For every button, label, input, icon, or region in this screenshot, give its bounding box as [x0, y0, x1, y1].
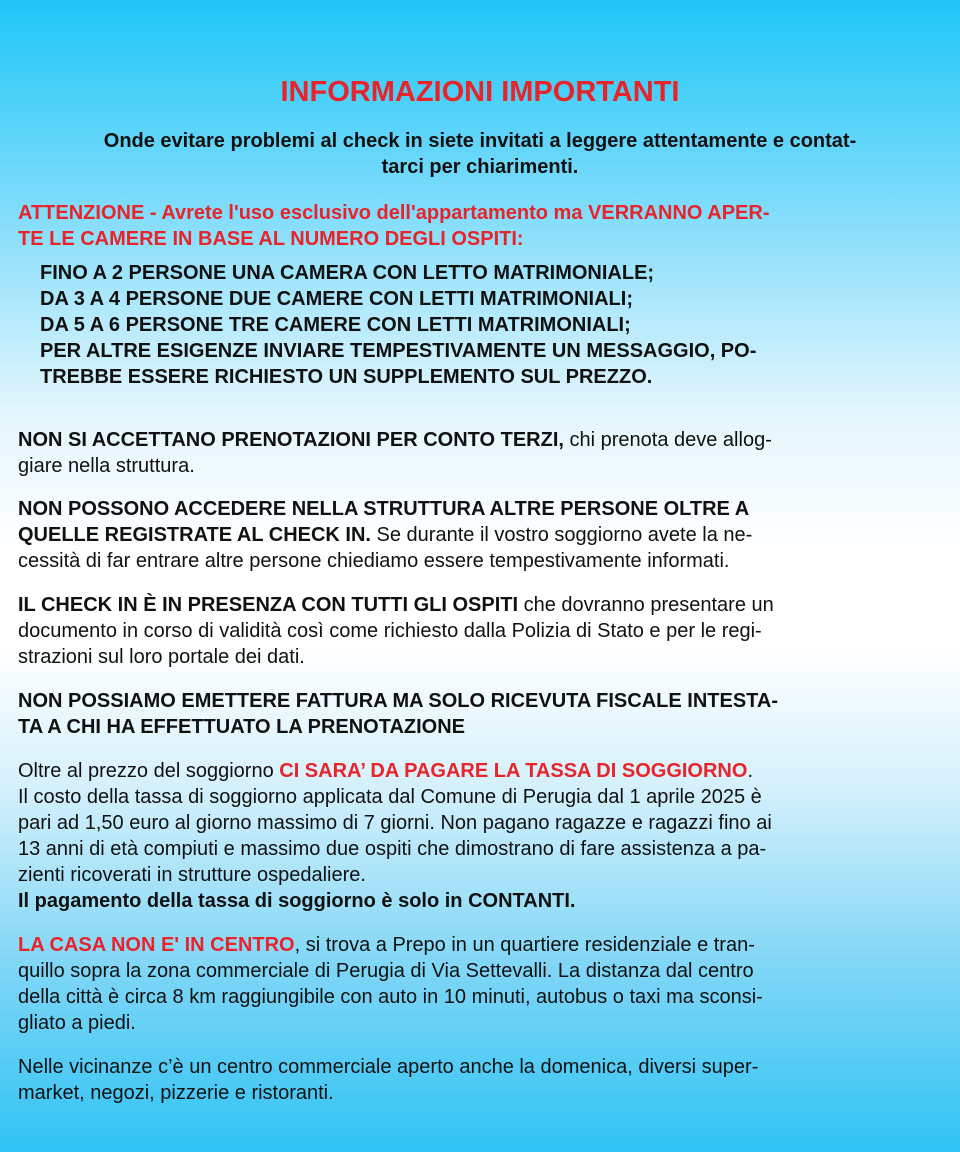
registered-line: cessità di far entrare altre persone chiediamo essere tempestivamente informati.	[18, 550, 730, 572]
rooms-list	[40, 260, 950, 390]
checkin-line: strazioni sul loro portale dei dati.	[18, 646, 305, 668]
third-party-paragraph	[18, 427, 948, 479]
registered-paragraph	[18, 496, 948, 574]
intro-paragraph	[20, 128, 940, 180]
page-title: INFORMAZIONI IMPORTANTI	[280, 76, 680, 108]
checkin-line: documento in corso di validità così come richiesto dalla Polizia di Stato e per le regi-	[18, 620, 762, 642]
location-line: gliato a piedi.	[18, 1012, 136, 1034]
location-line: quillo sopra la zona commerciale di Perugia di Via Settevalli. La distanza dal centro	[18, 960, 754, 982]
registered-bold: QUELLE REGISTRATE AL CHECK IN.	[18, 524, 371, 546]
rooms-item: PER ALTRE ESIGENZE INVIARE TEMPESTIVAMENTE UN MESSAGGIO, PO-	[40, 340, 757, 362]
registered-text: Se durante il vostro soggiorno avete la ne-	[370, 524, 753, 546]
location-line: della città è circa 8 km raggiungibile con auto in 10 minuti, autobus o taxi ma sconsi-	[18, 986, 763, 1008]
nearby-paragraph	[18, 1054, 948, 1106]
rooms-item: TREBBE ESSERE RICHIESTO UN SUPPLEMENTO SUL PREZZO.	[40, 366, 653, 388]
location-text: , si trova a Prepo in un quartiere residenziale e tran-	[294, 934, 755, 956]
attention-paragraph	[18, 200, 948, 252]
attention-line: TE LE CAMERE IN BASE AL NUMERO DEGLI OSPITI:	[18, 228, 524, 250]
tax-text: Oltre al prezzo del soggiorno	[18, 760, 280, 782]
third-party-bold: NON SI ACCETTANO PRENOTAZIONI PER CONTO TERZI,	[18, 429, 564, 451]
third-party-line: giare nella struttura.	[18, 455, 195, 477]
registered-line: NON POSSONO ACCEDERE NELLA STRUTTURA ALTRE PERSONE OLTRE A	[18, 498, 750, 520]
checkin-paragraph	[18, 592, 948, 670]
invoice-paragraph	[18, 688, 948, 740]
location-highlight: LA CASA NON E' IN CENTRO	[18, 934, 295, 956]
intro-line: Onde evitare problemi al check in siete invitati a leggere attentamente e contat-	[103, 130, 857, 152]
tax-line: 13 anni di età compiuti e massimo due ospiti che dimostrano di fare assistenza a pa-	[18, 838, 767, 860]
nearby-line: market, negozi, pizzerie e ristoranti.	[18, 1082, 334, 1104]
tax-line: zienti ricoverati in strutture ospedaliere.	[18, 864, 366, 886]
rooms-item: FINO A 2 PERSONE UNA CAMERA CON LETTO MATRIMONIALE;	[40, 262, 655, 284]
invoice-line: TA A CHI HA EFFETTUATO LA PRENOTAZIONE	[18, 716, 466, 738]
intro-line: tarci per chiarimenti.	[381, 156, 579, 178]
tax-line: Il costo della tassa di soggiorno applicata dal Comune di Perugia dal 1 aprile 2025 è	[18, 786, 762, 808]
nearby-line: Nelle vicinanze c’è un centro commerciale aperto anche la domenica, diversi super-	[18, 1056, 759, 1078]
tax-highlight: CI SARA’ DA PAGARE LA TASSA DI SOGGIORNO	[279, 760, 748, 782]
rooms-item: DA 3 A 4 PERSONE DUE CAMERE CON LETTI MATRIMONIALI;	[40, 288, 633, 310]
attention-line: ATTENZIONE - Avrete l'uso esclusivo dell'appartamento ma VERRANNO APER-	[18, 202, 770, 224]
rooms-item: DA 5 A 6 PERSONE TRE CAMERE CON LETTI MATRIMONIALI;	[40, 314, 631, 336]
tax-line: pari ad 1,50 euro al giorno massimo di 7 giorni. Non pagano ragazze e ragazzi fino ai	[18, 812, 772, 834]
tax-paragraph	[18, 758, 948, 914]
tax-payment-note: Il pagamento della tassa di soggiorno è solo in CONTANTI.	[18, 890, 576, 912]
location-paragraph	[18, 932, 948, 1036]
tax-text: .	[747, 760, 753, 782]
third-party-text: chi prenota deve allog-	[563, 429, 772, 451]
checkin-text: che dovranno presentare un	[518, 594, 774, 616]
checkin-bold: IL CHECK IN È IN PRESENZA CON TUTTI GLI OSPITI	[18, 594, 519, 616]
invoice-line: NON POSSIAMO EMETTERE FATTURA MA SOLO RICEVUTA FISCALE INTESTA-	[18, 690, 778, 712]
